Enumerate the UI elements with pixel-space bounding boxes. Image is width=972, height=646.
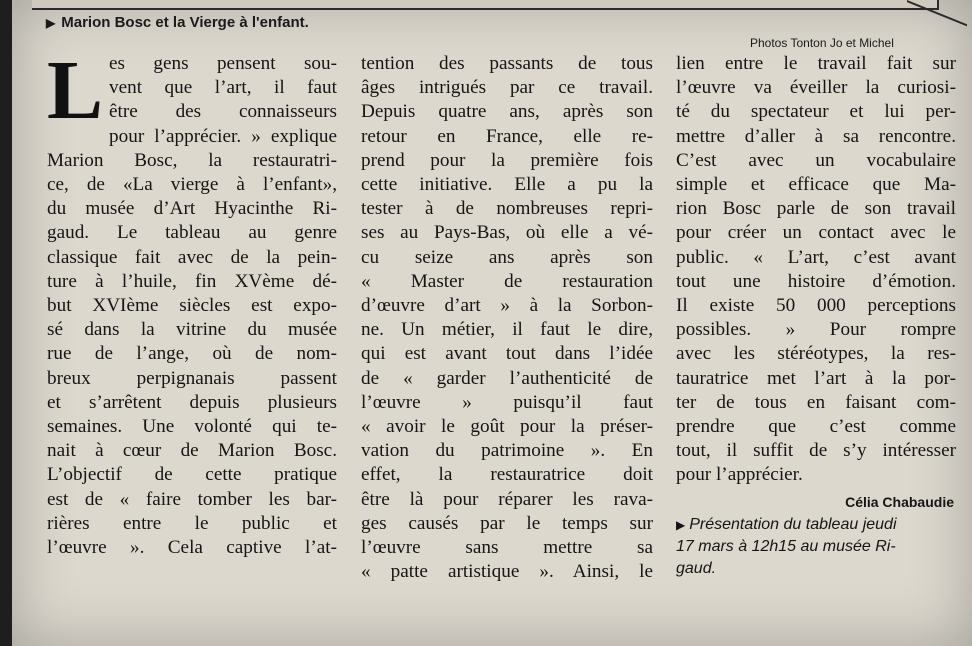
text-line: « patte artistique ». Ainsi, le [361, 561, 653, 583]
text-line: cette initiative. Elle a pu la [361, 174, 653, 196]
text-line: sé dans la vitrine du musée [47, 319, 337, 341]
text-line: l’œuvre va éveiller la curiosi- [676, 77, 956, 99]
author-signature: Célia Chabaudie [845, 493, 954, 510]
photo-border [32, 0, 939, 10]
text-line: mettre d’aller à sa rencontre. [676, 125, 956, 147]
text-line: pour créer un contact avec le [676, 222, 956, 244]
text-line: qui est avant tout dans l’idée [361, 343, 653, 365]
text-line: ter de tous en faisant com- [676, 391, 956, 413]
text-line: ses au Pays-Bas, où elle a vé- [361, 222, 653, 244]
text-line: être là pour réparer les rava- [361, 488, 653, 510]
text-line: retour en France, elle re- [361, 125, 653, 147]
text-line: tout une histoire d’émotion. [676, 270, 956, 292]
text-line: public. « L’art, c’est avant [676, 246, 956, 268]
article-column-1 [47, 44, 337, 560]
text-line: cu seize ans après son [361, 246, 653, 268]
text-line: tester à de nombreuses repri- [361, 198, 653, 220]
text-line: rières entre le public et [47, 512, 337, 534]
text-line: prend pour la première fois [361, 149, 653, 171]
text-line: té du spectateur et lui per- [676, 101, 956, 123]
text-line: ges causés par le temps sur [361, 512, 653, 534]
text-line: tention des passants de tous [361, 53, 653, 74]
text-line: rue de l’ange, où de nom- [47, 343, 337, 365]
photo-corner [907, 0, 967, 28]
text-line: gaud. Le tableau au genre [47, 222, 337, 244]
text-line: es gens pensent sou- [109, 53, 337, 74]
text-line: être des connaisseurs [109, 101, 337, 123]
text-line: « avoir le goût pour la préser- [361, 416, 653, 438]
text-line: est de « faire tomber les bar- [47, 488, 337, 510]
photo-credit: Photos Tonton Jo et Michel [750, 36, 894, 50]
text-line: tout, il suffit de s’y intéresser [676, 440, 956, 462]
text-line: possibles. » Pour rompre [676, 319, 956, 341]
event-info [676, 514, 956, 580]
text-line: tauratrice met l’art à la por- [676, 367, 956, 389]
info-line: gaud. [676, 559, 717, 577]
article-column-3 [676, 52, 956, 580]
text-line: Marion Bosc, la restauratri- [47, 149, 337, 171]
text-line: « Master de restauration [361, 270, 653, 292]
text-line: vation du patrimoine ». En [361, 440, 653, 462]
text-line: lien entre le travail fait sur [676, 53, 956, 74]
text-line: âges intrigués par ce travail. [361, 77, 653, 99]
text-line: C’est avec un vocabulaire [676, 149, 956, 171]
photo-caption [46, 14, 309, 31]
text-line: simple et efficace que Ma- [676, 174, 956, 196]
text-line: du musée d’Art Hyacinthe Ri- [47, 198, 337, 220]
text-line: de « garder l’authenticité de [361, 367, 653, 389]
text-line: nait à cœur de Marion Bosc. [47, 440, 337, 462]
text-line: Il existe 50 000 perceptions [676, 295, 956, 317]
text-line: but XVIème siècles est expo- [47, 295, 337, 317]
text-line: l’œuvre » puisqu’il faut [361, 391, 653, 413]
newspaper-page [12, 0, 972, 646]
text-line: effet, la restauratrice doit [361, 464, 653, 486]
text-line: ne. Un métier, il faut le dire, [361, 319, 653, 341]
text-line: vent que l’art, il faut [109, 77, 337, 99]
text-line: ce, de «La vierge à l’enfant», [47, 174, 337, 196]
text-line: pour l’apprécier. » explique [109, 125, 337, 147]
text-line: semaines. Une volonté qui te- [47, 416, 337, 438]
text-line: rion Bosc parle de son travail [676, 198, 956, 220]
text-line: ture à l’huile, fin XVème dé- [47, 270, 337, 292]
article-column-2 [361, 52, 653, 584]
text-line: classique fait avec de la pein- [47, 246, 337, 268]
caption-text: Marion Bosc et la Vierge à l'enfant. [61, 14, 309, 31]
text-line: L’objectif de cette pratique [47, 464, 337, 486]
text-line: pour l’apprécier. [676, 464, 803, 486]
text-line: et s’arrêtent depuis plusieurs [47, 391, 337, 413]
text-line: l’œuvre ». Cela captive l’at- [47, 537, 337, 559]
info-line: 17 mars à 12h15 au musée Ri- [676, 537, 896, 555]
text-line: avec les stéréotypes, la res- [676, 343, 956, 365]
caption-marker-icon: ▶ [46, 16, 56, 30]
text-line: Depuis quatre ans, après son [361, 101, 653, 123]
drop-cap: L [47, 44, 104, 137]
text-line: breux perpignanais passent [47, 367, 337, 389]
info-marker-icon: ▶ [676, 517, 686, 532]
text-line: d’œuvre d’art » à la Sorbon- [361, 295, 653, 317]
text-line: prendre que c’est comme [676, 416, 956, 438]
info-line: Présentation du tableau jeudi [689, 515, 897, 533]
text-line: l’œuvre sans mettre sa [361, 537, 653, 559]
